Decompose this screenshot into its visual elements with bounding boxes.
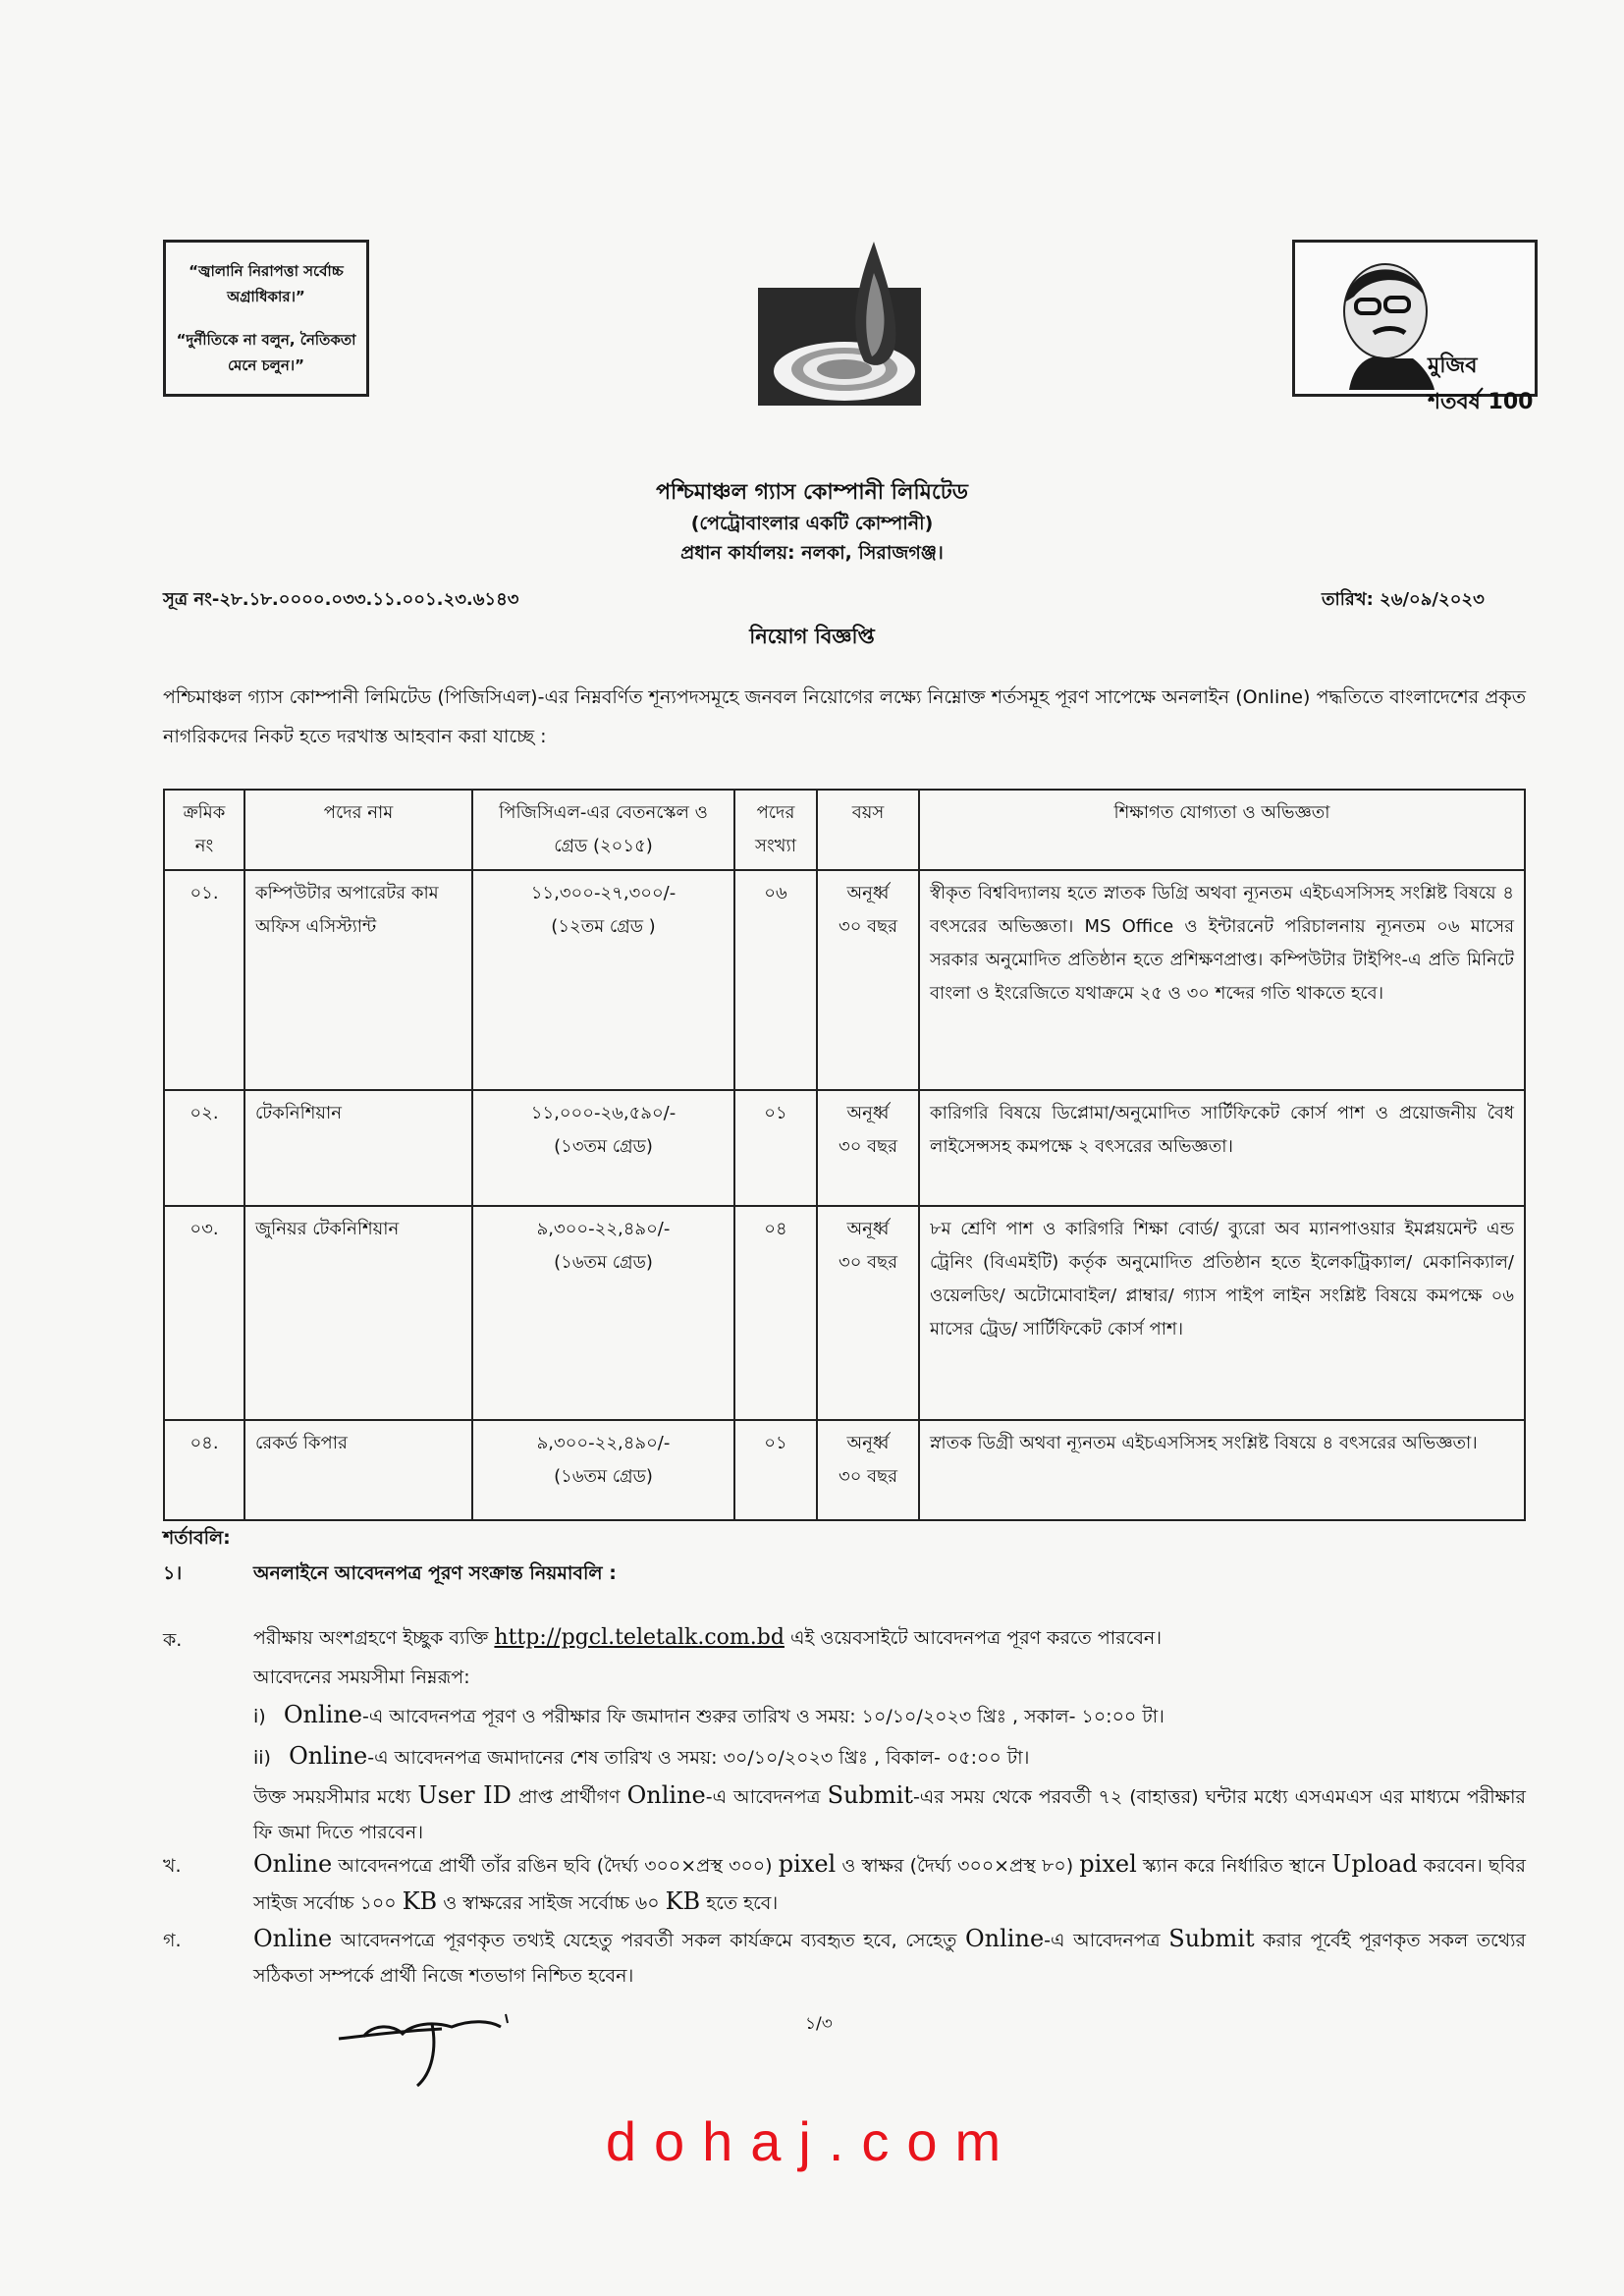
cell-age	[817, 1420, 919, 1520]
cell-post-name: রেকর্ড কিপার	[244, 1420, 472, 1520]
org-name: পশ্চিমাঞ্চল গ্যাস কোম্পানী লিমিটেড	[656, 480, 968, 505]
mujib-100-label: মুজিব শতবর্ষ 100	[1428, 354, 1534, 414]
reference-number: সূত্র নং-২৮.১৮.০০০০.০৩৩.১১.০০১.২৩.৬১৪৩	[163, 589, 519, 610]
organization-header	[0, 477, 1624, 568]
ga-text: -এ আবেদনপত্র	[1044, 1930, 1161, 1951]
clause-kha	[253, 1846, 1526, 1921]
header-serial: ক্রমিক নং	[164, 790, 244, 870]
clause-ka-text: পরীক্ষায় অংশগ্রহণে ইচ্ছুক ব্যক্তি	[253, 1627, 489, 1649]
table-row	[164, 1206, 1525, 1420]
watermark: dohaj.com	[605, 2110, 1019, 2172]
header-post-count: পদের সংখ্যা	[734, 790, 817, 870]
kha-text: ও স্বাক্ষরের সাইজ সর্বোচ্চ ৬০	[443, 1892, 660, 1914]
notice-title: নিয়োগ বিজ্ঞপ্তি	[749, 625, 875, 648]
header-post-name: পদের নাম	[244, 790, 472, 870]
cell-serial: ০৩.	[164, 1206, 244, 1420]
pay-grade: (১৬তম গ্রেড)	[554, 1252, 653, 1273]
kha-pixel: pixel	[1079, 1850, 1137, 1878]
pay-grade: (১৩তম গ্রেড)	[554, 1136, 653, 1157]
age-limit-label: অনূর্ধ্ব	[846, 1433, 890, 1453]
fee-note-submit: Submit	[827, 1781, 913, 1809]
ga-submit: Submit	[1168, 1925, 1255, 1952]
pay-scale-amount: ৯,৩০০-২২,৪৯০/-	[536, 1219, 671, 1239]
header-pay-scale: পিজিসিএল-এর বেতনস্কেল ও গ্রেড (২০১৫)	[472, 790, 734, 870]
cell-post-count: ০৪	[734, 1206, 817, 1420]
table-header-row	[164, 790, 1525, 870]
fee-note-text: প্রাপ্ত প্রার্থীগণ	[517, 1786, 621, 1808]
slogan-anti-corruption: “দুর্নীতিকে না বলুন, নৈতিকতা মেনে চলুন।”	[176, 331, 356, 374]
fee-note-online: Online	[626, 1781, 706, 1809]
ga-text: আবেদনপত্রে পূরণকৃত তথ্যই যেহেতু পরবর্তী সকল কার্যক্রমে ব্যবহৃত হবে, সেহেতু	[340, 1930, 957, 1951]
age-limit-label: অনূর্ধ্ব	[846, 1103, 890, 1123]
cell-qualification: স্বীকৃত বিশ্ববিদ্যালয় হতে স্নাতক ডিগ্রি অথবা ন্যূনতম এইচএসসিসহ সংশ্লিষ্ট বিষয়ে ৪ বৎসরের অভিজ্ঞতা। MS Office ও ইন্টারনেট পরিচালনায় ন্যূনতম ০৬ মাসের সরকার অনুমোদিত প্রতিষ্ঠান হতে প্রশিক্ষণপ্রাপ্ত। কম্পিউটার টাইপিং-এ প্রতি মিনিটে বাংলা ও ইংরেজিতে যথাক্রমে ২৫ ও ৩০ শব্দের গতি থাকতে হবে।	[919, 870, 1525, 1090]
vacancy-table	[163, 789, 1526, 1521]
ga-text: করার পূর্বেই পূরণকৃত সকল তথ্যের সঠিকতা সম্পর্কে প্রার্থী নিজে শতভাগ নিশ্চিত হবেন।	[253, 1930, 1526, 1987]
kha-text: আবেদনপত্রে প্রার্থী তাঁর রঙিন ছবি (দৈর্ঘ্য ৩০০×প্রস্থ ৩০০)	[338, 1855, 773, 1877]
ga-online: Online	[965, 1925, 1045, 1952]
deadline-item-end	[253, 1740, 1029, 1774]
cell-pay-scale	[472, 1420, 734, 1520]
item-i-text: -এ আবেদনপত্র পূরণ ও পরীক্ষার ফি জমাদান শুরুর তারিখ ও সময়: ১০/১০/২০২৩ খ্রিঃ , সকাল- ১০:০০ টা।	[361, 1706, 1164, 1727]
cell-age	[817, 1090, 919, 1206]
item-i-online: Online	[283, 1701, 362, 1728]
cell-post-count: ০৬	[734, 870, 817, 1090]
clause-ka-text-end: এই ওয়েবসাইটে আবেদনপত্র পূরণ করতে পারবেন।	[789, 1627, 1163, 1649]
table-row	[164, 1090, 1525, 1206]
kha-upload: Upload	[1331, 1850, 1418, 1878]
cell-pay-scale	[472, 1206, 734, 1420]
signature-icon	[334, 2009, 569, 2102]
age-limit-label: অনূর্ধ্ব	[846, 883, 890, 903]
pay-scale-amount: ১১,৩০০-২৭,৩০০/-	[530, 883, 677, 903]
cell-qualification: স্নাতক ডিগ্রী অথবা ন্যূনতম এইচএসসিসহ সংশ্লিষ্ট বিষয়ে ৪ বৎসরের অভিজ্ঞতা।	[919, 1420, 1525, 1520]
fee-note-text: উক্ত সময়সীমার মধ্যে	[253, 1786, 411, 1808]
item-i-label: i)	[253, 1706, 266, 1727]
fee-payment-note	[253, 1777, 1526, 1850]
section-1-title: অনলাইনে আবেদনপত্র পূরণ সংক্রান্ত নিয়মাবলি :	[253, 1562, 617, 1584]
cell-serial: ০২.	[164, 1090, 244, 1206]
kha-pixel: pixel	[778, 1850, 837, 1878]
intro-paragraph: পশ্চিমাঞ্চল গ্যাস কোম্পানী লিমিটেড (পিজিসিএল)-এর নিম্নবর্ণিত শূন্যপদসমূহে জনবল নিয়োগের লক্ষ্যে নিম্নোক্ত শর্তসমূহ পূরণ সাপেক্ষে অনলাইন (Online) পদ্ধতিতে বাংলাদেশের প্রকৃত নাগরিকদের নিকট হতে দরখাস্ত আহবান করা যাচ্ছে :	[163, 686, 1526, 747]
clause-ga-label: গ.	[163, 1930, 182, 1951]
table-row	[164, 1420, 1525, 1520]
item-ii-online: Online	[289, 1742, 368, 1770]
ga-online: Online	[253, 1925, 333, 1952]
age-limit-label: অনূর্ধ্ব	[846, 1219, 890, 1239]
cell-post-count: ০১	[734, 1420, 817, 1520]
header-age: বয়স	[817, 790, 919, 870]
table-row	[164, 870, 1525, 1090]
fee-note-text: -এ আবেদনপত্র	[705, 1786, 821, 1808]
clause-ga	[253, 1921, 1526, 1994]
notice-date: তারিখ: ২৬/০৯/২০২৩	[1322, 589, 1485, 610]
pay-scale-amount: ১১,০০০-২৬,৫৯০/-	[530, 1103, 677, 1123]
kha-kb: KB	[665, 1887, 701, 1915]
cell-age	[817, 870, 919, 1090]
head-office: প্রধান কার্যালয়: নলকা, সিরাজগঞ্জ।	[680, 542, 944, 564]
cell-post-name: কম্পিউটার অপারেটর কাম অফিস এসিস্ট্যান্ট	[244, 870, 472, 1090]
cell-serial: ০১.	[164, 870, 244, 1090]
cell-post-count: ০১	[734, 1090, 817, 1206]
kha-text: ও স্বাক্ষর (দৈর্ঘ্য ৩০০×প্রস্থ ৮০)	[841, 1855, 1074, 1877]
cell-age	[817, 1206, 919, 1420]
cell-post-name: টেকনিশিয়ান	[244, 1090, 472, 1206]
org-parent: (পেট্রোবাংলার একটি কোম্পানী)	[690, 513, 934, 534]
cell-pay-scale	[472, 870, 734, 1090]
pay-scale-amount: ৯,৩০০-২২,৪৯০/-	[536, 1433, 671, 1453]
cell-qualification: ৮ম শ্রেণি পাশ ও কারিগরি শিক্ষা বোর্ড/ ব্যুরো অব ম্যানপাওয়ার ইমপ্লয়মেন্ট এন্ড ট্রেনিং (বিএমইটি) কর্তৃক অনুমোদিত প্রতিষ্ঠান হতে ইলেকট্রিক্যাল/ মেকানিক্যাল/ ওয়েলডিং/ অটোমোবাইল/ প্লাম্বার/ গ্যাস পাইপ লাইন সংশ্লিষ্ট বিষয়ে কমপক্ষে ০৬ মাসের ট্রেড/ সার্টিফিকেট কোর্স পাশ।	[919, 1206, 1525, 1420]
deadline-item-start	[253, 1699, 1164, 1732]
item-ii-label: ii)	[253, 1747, 271, 1769]
section-1-number: ১।	[163, 1562, 183, 1584]
page-number: ১/৩	[805, 2014, 833, 2034]
item-ii-text: -এ আবেদনপত্র জমাদানের শেষ তারিখ ও সময়: ৩০/১০/২০২৩ খ্রিঃ , বিকাল- ০৫:০০ টা।	[367, 1747, 1030, 1769]
kha-text: স্ক্যান করে নির্ধারিত স্থানে	[1142, 1855, 1326, 1877]
fee-note-text: -এর সময় থেকে পরবর্তী ৭২ (বাহাত্তর) ঘন্টার মধ্যে এসএমএস এর মাধ্যমে পরীক্ষার ফি জমা দিতে পারবেন।	[253, 1786, 1527, 1843]
age-limit-value: ৩০ বছর	[839, 1466, 897, 1487]
kha-kb: KB	[402, 1887, 438, 1915]
pay-grade: (১৬তম গ্রেড)	[554, 1466, 653, 1487]
cell-qualification: কারিগরি বিষয়ে ডিপ্লোমা/অনুমোদিত সার্টিফিকেট কোর্স পাশ ও প্রয়োজনীয় বৈধ লাইসেন্সসহ কমপক্ষে ২ বৎসরের অভিজ্ঞতা।	[919, 1090, 1525, 1206]
clause-kha-label: খ.	[163, 1855, 182, 1877]
fee-note-userid: User ID	[417, 1781, 512, 1809]
slogan-box	[163, 240, 369, 397]
cell-post-name: জুনিয়র টেকনিশিয়ান	[244, 1206, 472, 1420]
cell-serial: ০৪.	[164, 1420, 244, 1520]
cell-pay-scale	[472, 1090, 734, 1206]
kha-online: Online	[253, 1850, 333, 1878]
age-limit-value: ৩০ বছর	[839, 916, 897, 937]
slogan-energy-security: “জ্বালানি নিরাপত্তা সর্বোচ্চ অগ্রাধিকার।”	[189, 262, 344, 305]
age-limit-value: ৩০ বছর	[839, 1252, 897, 1273]
terms-title: শর্তাবলি:	[163, 1527, 231, 1549]
clause-ka-label: ক.	[163, 1629, 183, 1651]
age-limit-value: ৩০ বছর	[839, 1136, 897, 1157]
clause-ka	[253, 1622, 1526, 1654]
deadline-intro: আবেদনের সময়সীমা নিম্নরূপ:	[253, 1667, 470, 1688]
kha-text: করবেন। ছবির সাইজ সর্বোচ্চ ১০০	[253, 1855, 1526, 1914]
kha-text: হতে হবে।	[706, 1892, 779, 1914]
pay-grade: (১২তম গ্রেড )	[551, 916, 656, 937]
header-qualification: শিক্ষাগত যোগ্যতা ও অভিজ্ঞতা	[919, 790, 1525, 870]
mujib-centenary-badge	[1292, 240, 1538, 414]
company-logo-icon	[756, 234, 923, 410]
application-url-link[interactable]: http://pgcl.teletalk.com.bd	[494, 1625, 785, 1650]
